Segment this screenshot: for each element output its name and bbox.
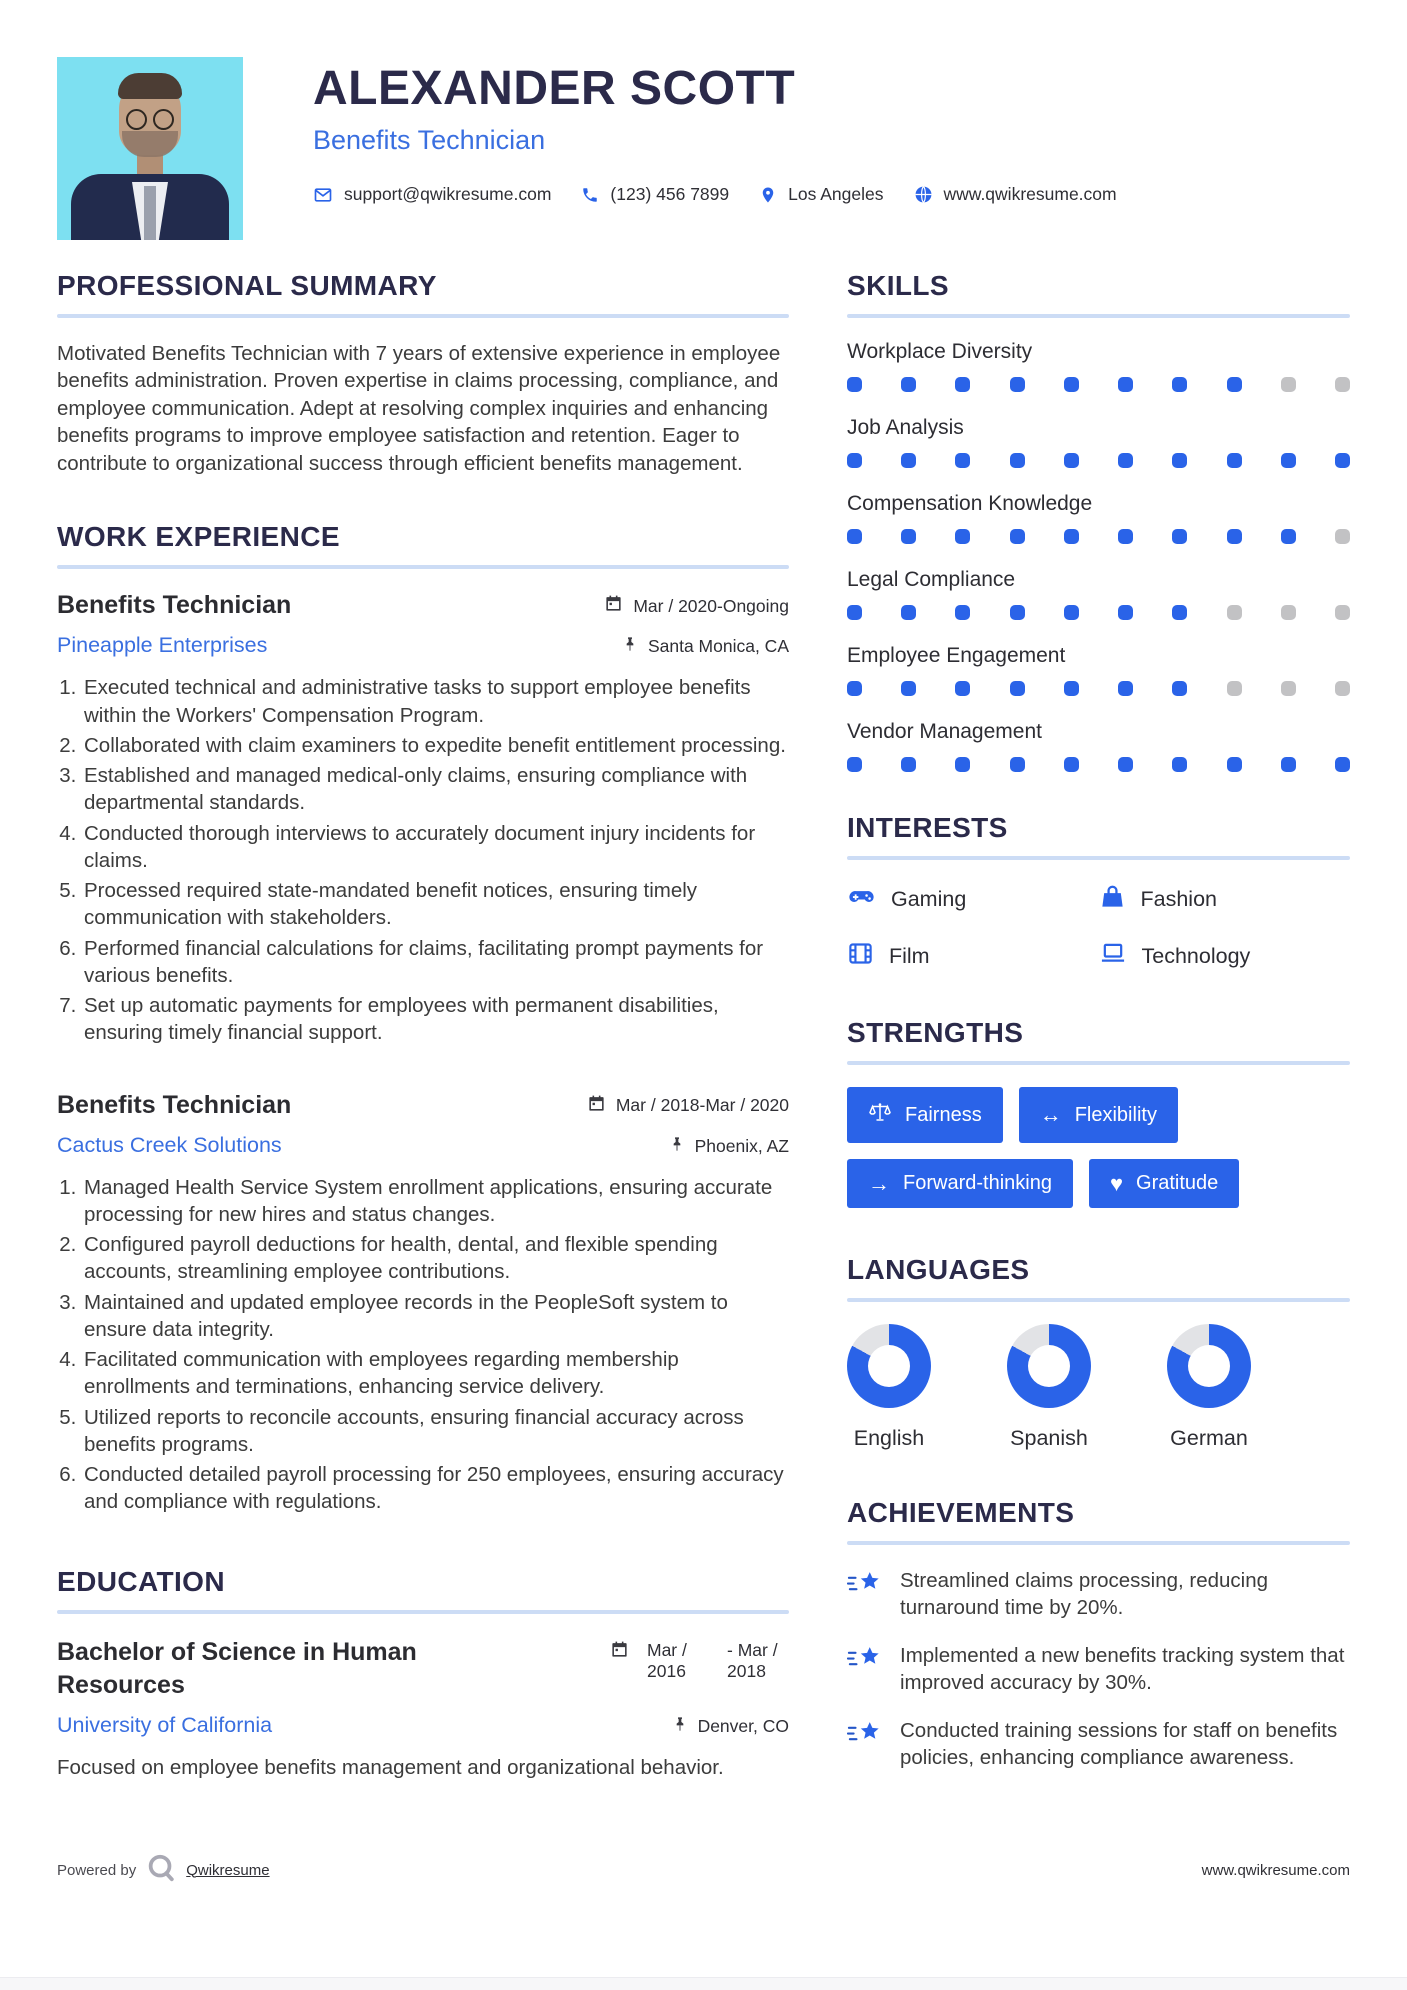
- interest-label: Fashion: [1140, 887, 1217, 911]
- strength-label: Gratitude: [1136, 1172, 1219, 1194]
- heart-icon: ♥: [1109, 1170, 1124, 1196]
- location-text: Los Angeles: [788, 184, 884, 204]
- skill-dot: [901, 529, 916, 544]
- skill-dot: [1281, 529, 1296, 544]
- language-donut-chart: [1007, 1324, 1091, 1408]
- header-info: [313, 57, 1350, 240]
- job-bullets: [57, 1174, 789, 1516]
- interest-item: [1099, 882, 1351, 917]
- skill-dot: [1064, 529, 1079, 544]
- skill-dot: [847, 757, 862, 772]
- achievement-item: [847, 1567, 1350, 1622]
- strength-label: Forward-thinking: [903, 1172, 1052, 1194]
- education-section: [57, 1566, 789, 1782]
- profile-photo: [57, 57, 243, 240]
- education-date-end: - Mar / 2018: [727, 1639, 778, 1682]
- left-right-arrow-icon: ↔: [1039, 1102, 1062, 1127]
- skill-dot: [901, 681, 916, 696]
- skill-dot: [1227, 605, 1242, 620]
- skill-dot: [1335, 529, 1350, 544]
- shooting-star-icon: [847, 1642, 883, 1697]
- language-item: [847, 1324, 931, 1451]
- skill-dot: [1281, 605, 1296, 620]
- bullet-item: 2. Configured payroll deductions for health, dental, and flexible spending accounts, streamlining employee contributions.: [82, 1231, 789, 1286]
- content-columns: [57, 270, 1350, 1792]
- bullet-item: 3. Established and managed medical-only claims, ensuring compliance with departmental standards.: [82, 762, 789, 817]
- skill-rating: [847, 757, 1350, 772]
- footer: [57, 1852, 1350, 1888]
- section-divider: [847, 1541, 1350, 1545]
- skills-section: [847, 270, 1350, 772]
- achievements-heading: ACHIEVEMENTS: [847, 1497, 1075, 1528]
- work-heading: WORK EXPERIENCE: [57, 521, 340, 553]
- shooting-star-icon: [847, 1717, 883, 1772]
- bullet-item: 1. Executed technical and administrative tasks to support employee benefits within the Workers' Compensation Program.: [82, 674, 789, 729]
- language-donut-chart: [1167, 1324, 1251, 1408]
- skill-dot: [1227, 453, 1242, 468]
- company-link[interactable]: Cactus Creek Solutions: [57, 1132, 282, 1157]
- skill-dot: [847, 605, 862, 620]
- film-icon: [847, 940, 874, 973]
- skill-dot: [1064, 757, 1079, 772]
- phone-text: (123) 456 7899: [610, 184, 730, 204]
- work-section: [57, 521, 789, 1515]
- interest-label: Technology: [1141, 943, 1251, 968]
- section-divider: [847, 1298, 1350, 1302]
- map-pin-icon: [759, 186, 777, 204]
- skill-dot: [1010, 605, 1025, 620]
- strength-label: Fairness: [905, 1103, 982, 1126]
- summary-section: [57, 270, 789, 477]
- section-divider: [57, 314, 789, 318]
- achievement-item: [847, 1717, 1350, 1772]
- right-arrow-icon: →: [868, 1170, 890, 1196]
- page-edge-strip: [0, 1977, 1407, 1990]
- job-title: Benefits Technician: [57, 591, 292, 620]
- left-column: [57, 270, 789, 1792]
- skill-dot: [1010, 757, 1025, 772]
- section-divider: [847, 314, 1350, 318]
- degree-title: Bachelor of Science in Human Resources: [57, 1637, 417, 1700]
- skill-rating: [847, 605, 1350, 620]
- skill-dot: [847, 377, 862, 392]
- page-title: ALEXANDER SCOTT: [313, 62, 796, 115]
- website-text[interactable]: www.qwikresume.com: [943, 184, 1117, 204]
- skill-dot: [1172, 529, 1187, 544]
- strength-chip: [847, 1159, 1073, 1208]
- skill-label: Vendor Management: [847, 720, 1042, 743]
- language-donut-chart: [847, 1324, 931, 1408]
- interests-section: [847, 812, 1350, 973]
- globe-icon: [914, 185, 933, 204]
- skill-dot: [1064, 605, 1079, 620]
- skill-dot: [1172, 453, 1187, 468]
- skill-dot: [901, 757, 916, 772]
- right-column: [847, 270, 1350, 1792]
- skill-dot: [1281, 681, 1296, 696]
- calendar-icon: [604, 594, 623, 618]
- phone-icon: [581, 186, 599, 204]
- skill-dot: [955, 453, 970, 468]
- header: [57, 57, 1350, 240]
- skill-dot: [1335, 377, 1350, 392]
- section-divider: [847, 1061, 1350, 1065]
- job-location: Santa Monica, CA: [647, 636, 789, 657]
- footer-website[interactable]: www.qwikresume.com: [1201, 1861, 1350, 1879]
- strength-chip: [1089, 1159, 1239, 1208]
- skill-dot: [1064, 453, 1079, 468]
- section-divider: [57, 1610, 789, 1614]
- language-label: Spanish: [1010, 1426, 1088, 1450]
- language-label: English: [853, 1426, 925, 1450]
- bullet-item: 6. Performed financial calculations for claims, facilitating prompt payments for various benefits.: [82, 935, 789, 990]
- strength-chip: [847, 1087, 1003, 1143]
- skill-dot: [955, 681, 970, 696]
- skill-dot: [955, 377, 970, 392]
- skill-dot: [1118, 377, 1133, 392]
- skill-dot: [1227, 681, 1242, 696]
- skill-label: Employee Engagement: [847, 644, 1066, 667]
- interests-heading: INTERESTS: [847, 812, 1008, 843]
- powered-by-label: Powered by: [57, 1861, 137, 1879]
- skill-dot: [1335, 605, 1350, 620]
- skill-dot: [901, 453, 916, 468]
- skill-dot: [1227, 757, 1242, 772]
- skill-dot: [1172, 681, 1187, 696]
- skill-dot: [1227, 377, 1242, 392]
- company-link[interactable]: Pineapple Enterprises: [57, 633, 268, 658]
- skill-dot: [955, 757, 970, 772]
- pushpin-icon: [669, 1136, 685, 1157]
- skill-label: Job Analysis: [847, 416, 964, 439]
- bullet-item: 1. Managed Health Service System enrollment applications, ensuring accurate processing for new hires and status changes.: [82, 1174, 789, 1229]
- education-location: Denver, CO: [697, 1716, 789, 1737]
- languages-section: [847, 1254, 1350, 1451]
- skill-dot: [1172, 757, 1187, 772]
- bullet-item: 5. Processed required state-mandated benefit notices, ensuring timely communication with stakeholders.: [82, 877, 789, 932]
- gamepad-icon: [847, 882, 876, 917]
- education-heading: EDUCATION: [57, 1565, 225, 1597]
- summary-heading: PROFESSIONAL SUMMARY: [57, 270, 437, 301]
- skill-dot: [847, 453, 862, 468]
- education-description: Focused on employee benefits management and organizational behavior.: [57, 1756, 724, 1780]
- skill-dot: [1010, 681, 1025, 696]
- skill-dot: [1064, 377, 1079, 392]
- skill-rating: [847, 681, 1350, 696]
- interest-item: [847, 939, 1099, 973]
- skill-dot: [1227, 529, 1242, 544]
- strength-chip: [1019, 1087, 1178, 1143]
- skill-dot: [847, 529, 862, 544]
- bullet-item: 6. Conducted detailed payroll processing for 250 employees, ensuring accuracy and compliance with regulations.: [82, 1461, 789, 1516]
- skill-rating: [847, 453, 1350, 468]
- bullet-item: 7. Set up automatic payments for employees with permanent disabilities, ensuring timely financial support.: [82, 992, 789, 1047]
- calendar-icon: [587, 1094, 606, 1118]
- achievement-item: [847, 1642, 1350, 1697]
- language-item: [1007, 1324, 1091, 1451]
- bullet-item: 5. Utilized reports to reconcile accounts, ensuring financial accuracy across benefits programs.: [82, 1404, 789, 1459]
- shooting-star-icon: [847, 1567, 883, 1622]
- job-title: Benefits Technician: [57, 1090, 292, 1119]
- skill-dot: [1118, 757, 1133, 772]
- skill-dot: [1335, 681, 1350, 696]
- job-bullets: [57, 674, 789, 1046]
- job-entry: [57, 1091, 789, 1516]
- bullet-item: 4. Facilitated communication with employees regarding membership enrollments and terminations, enhancing service delivery.: [82, 1346, 789, 1401]
- interest-label: Film: [889, 943, 930, 968]
- skill-dot: [1281, 377, 1296, 392]
- email-text[interactable]: support@qwikresume.com: [344, 184, 552, 204]
- skill-dot: [901, 605, 916, 620]
- job-dates: Mar / 2018-Mar / 2020: [615, 1095, 789, 1116]
- interest-label: Gaming: [891, 887, 967, 911]
- skill-dot: [1335, 453, 1350, 468]
- strengths-heading: STRENGTHS: [847, 1017, 1024, 1048]
- skill-dot: [1172, 377, 1187, 392]
- bullet-item: 2. Collaborated with claim examiners to expedite benefit entitlement processing.: [82, 732, 789, 759]
- skill-rating: [847, 529, 1350, 544]
- calendar-icon: [610, 1640, 629, 1664]
- section-divider: [57, 565, 789, 569]
- interest-item: [1099, 939, 1351, 973]
- language-label: German: [1170, 1426, 1248, 1450]
- job-entry: [57, 591, 789, 1046]
- skill-dot: [1118, 605, 1133, 620]
- skill-dot: [1010, 529, 1025, 544]
- achievement-text: Streamlined claims processing, reducing turnaround time by 20%.: [900, 1569, 1269, 1620]
- summary-text: Motivated Benefits Technician with 7 years of extensive experience in employee benefits administration. Proven expertise in claims processing, compliance, and employee communication. Adept at resolving complex inquiries and enhancing benefits programs to improve employee satisfaction and retention. Eager to contribute to organizational success through efficient benefits management.: [57, 342, 781, 475]
- job-location: Phoenix, AZ: [694, 1135, 789, 1156]
- skill-dot: [1010, 377, 1025, 392]
- skill-rating: [847, 377, 1350, 392]
- pushpin-icon: [672, 1716, 688, 1737]
- skill-dot: [1281, 453, 1296, 468]
- skill-dot: [1335, 757, 1350, 772]
- skill-dot: [1010, 453, 1025, 468]
- skill-dot: [1118, 681, 1133, 696]
- qwikresume-logo-icon: [145, 1852, 177, 1888]
- skill-dot: [1118, 453, 1133, 468]
- skills-heading: SKILLS: [847, 270, 949, 301]
- skill-label: Legal Compliance: [847, 568, 1016, 591]
- laptop-icon: [1099, 939, 1127, 973]
- skill-dot: [1064, 681, 1079, 696]
- strength-label: Flexibility: [1074, 1103, 1157, 1126]
- scales-icon: [868, 1100, 892, 1130]
- skill-dot: [955, 529, 970, 544]
- skill-dot: [1118, 529, 1133, 544]
- job-dates: Mar / 2020-Ongoing: [633, 595, 789, 616]
- envelope-icon: [313, 185, 333, 205]
- skill-dot: [1281, 757, 1296, 772]
- skill-dot: [1172, 605, 1187, 620]
- skill-label: Compensation Knowledge: [847, 492, 1093, 515]
- pushpin-icon: [622, 636, 638, 657]
- skill-dot: [955, 605, 970, 620]
- bullet-item: 3. Maintained and updated employee records in the PeopleSoft system to ensure data integrity.: [82, 1289, 789, 1344]
- section-divider: [847, 856, 1350, 860]
- achievement-text: Implemented a new benefits tracking system that improved accuracy by 30%.: [900, 1643, 1345, 1695]
- school-link[interactable]: University of California: [57, 1713, 273, 1738]
- contact-row: [313, 184, 1350, 205]
- languages-heading: LANGUAGES: [847, 1254, 1030, 1285]
- job-subtitle: Benefits Technician: [313, 125, 546, 155]
- skill-label: Workplace Diversity: [847, 340, 1033, 363]
- skill-dot: [901, 377, 916, 392]
- bullet-item: 4. Conducted thorough interviews to accurately document injury incidents for claims.: [82, 820, 789, 875]
- language-item: [1167, 1324, 1251, 1451]
- qwikresume-link[interactable]: Qwikresume: [186, 1861, 270, 1879]
- achievements-section: [847, 1497, 1350, 1772]
- handbag-icon: [1099, 883, 1126, 916]
- interest-item: [847, 882, 1099, 917]
- skill-dot: [847, 681, 862, 696]
- strengths-section: [847, 1017, 1350, 1208]
- achievement-text: Conducted training sessions for staff on benefits policies, enhancing compliance awareness.: [900, 1718, 1338, 1770]
- education-date-start: Mar / 2016: [647, 1639, 687, 1682]
